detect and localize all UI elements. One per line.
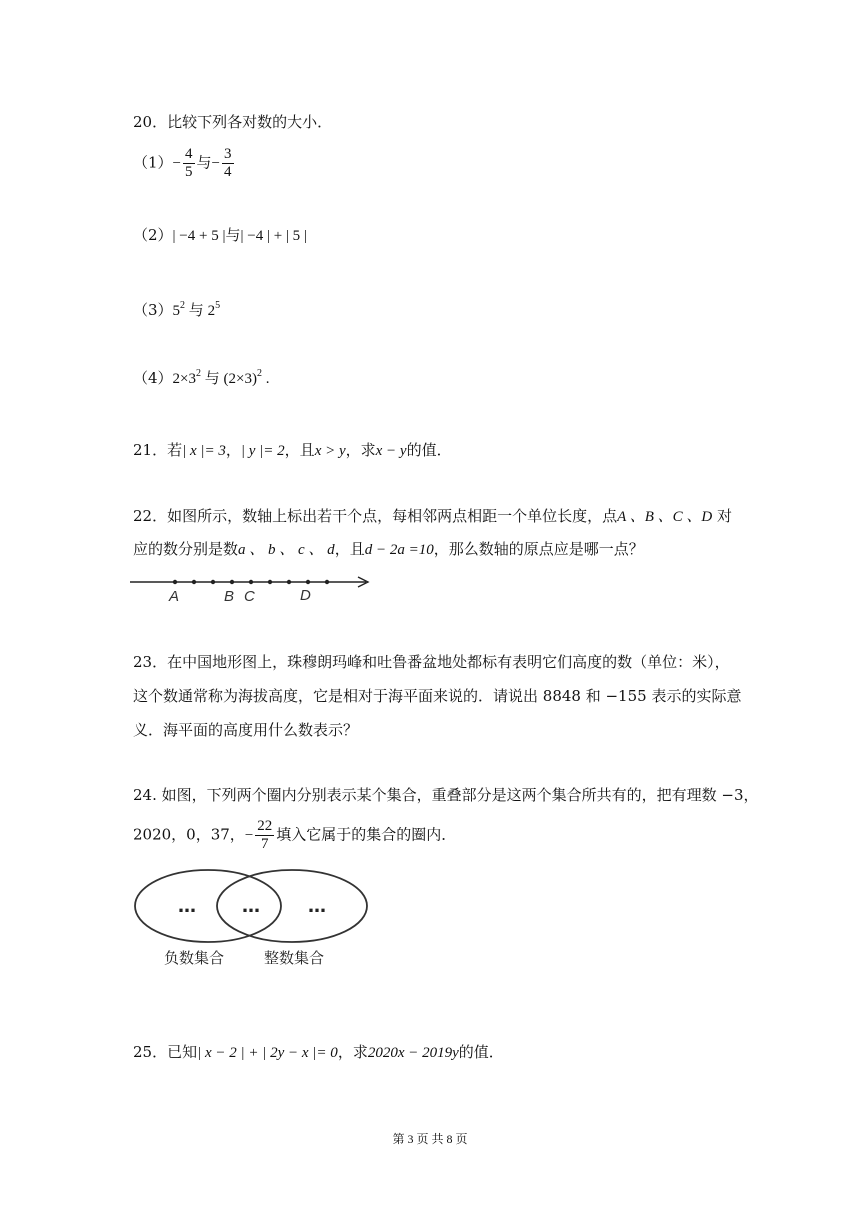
q22-line2: 应的数分别是数a 、 b 、 c 、 d，且d − 2a =10，那么数轴的原点应是哪一点？: [133, 540, 644, 558]
point-dot: [249, 580, 253, 584]
point-label-c: C: [244, 588, 255, 605]
q20-part4: $(4)2\times 3^2$ 与 $(2\times 3)^2$ .: [133, 368, 270, 387]
integer-set-circle: [217, 870, 367, 942]
point-dot: [325, 580, 329, 584]
middle-placeholder-dots: …: [242, 896, 260, 917]
q20-p4-label: （4）: [133, 369, 173, 387]
page-footer: 第 3 页 共 8 页: [392, 1132, 468, 1146]
venn-diagram: [128, 860, 378, 970]
point-dot: [306, 580, 310, 584]
negative-set-label: 负数集合: [164, 949, 225, 967]
q20-p1-label: （1）: [133, 153, 173, 172]
q24-line1: 24. 如图，下列两个圈内分别表示某个集合，重叠部分是这两个集合所共有的，把有理数 −3，: [133, 786, 759, 804]
q20-part2: [133, 225, 307, 246]
number-line-figure: [128, 570, 388, 610]
right-placeholder-dots: …: [308, 896, 326, 917]
point-dot: [211, 580, 215, 584]
q24-line2: 2020，0，37，− $\frac{22}{7}$ 填入它属于的集合的圈内．: [133, 818, 457, 852]
point-label-a: A: [169, 588, 180, 605]
q21-text: 21．若| x |= 3，| y |= 2，且x > y，求x − y的值．: [133, 441, 452, 459]
q23-line1: 23．在中国地形图上，珠穆朗玛峰和吐鲁番盆地处都标有表明它们高度的数（单位：米），: [133, 653, 730, 671]
q20-part1: （1）− $\frac{4}{5}$ 与− $\frac{3}{4}$: [133, 146, 232, 180]
q20-p1-fraction1: $\frac{4}{5}$: [185, 146, 193, 180]
q20-p2-expr2: | −4 | + | 5 |: [240, 228, 307, 244]
q22-line1: 22．如图所示，数轴上标出若干个点，每相邻两点相距一个单位长度，点A 、B 、C 、D 对: [133, 507, 733, 525]
q20-title: 20．比较下列各对数的大小．: [133, 113, 333, 131]
point-dot: [173, 580, 177, 584]
point-dot: [268, 580, 272, 584]
q20-p3-label: （3）: [133, 301, 173, 319]
q20-part3: $(3)5^2$ 与 $2^5$: [133, 300, 221, 319]
point-label-d: D: [300, 587, 311, 604]
point-label-b: B: [224, 588, 235, 605]
q20-p1-fraction2: $\frac{3}{4}$: [224, 146, 232, 180]
q25-text: 25．已知| x − 2 | + | 2y − x |= 0，求2020x − 2019y的值．: [133, 1043, 504, 1061]
left-placeholder-dots: …: [178, 896, 196, 917]
q24-fraction: $\frac{22}{7}$: [257, 818, 273, 852]
point-dot: [230, 580, 234, 584]
q23-line2: 这个数通常称为海拔高度，它是相对于海平面来说的．请说出 8848 和 −155 表示的实际意: [133, 687, 742, 705]
q20-p2-connector: 与: [225, 226, 241, 244]
q20-p4-connector: 与: [204, 369, 220, 387]
q20-p1-connector: 与: [196, 153, 212, 172]
q23-line3: 义．海平面的高度用什么数表示？: [133, 721, 359, 739]
q20-p2-expr1: | −4 + 5 |: [172, 228, 226, 244]
q20-p3-connector: 与: [188, 301, 204, 319]
point-dot: [287, 580, 291, 584]
point-dot: [192, 580, 196, 584]
q20-p2-label: （2）: [133, 226, 173, 244]
integer-set-label: 整数集合: [264, 949, 325, 967]
